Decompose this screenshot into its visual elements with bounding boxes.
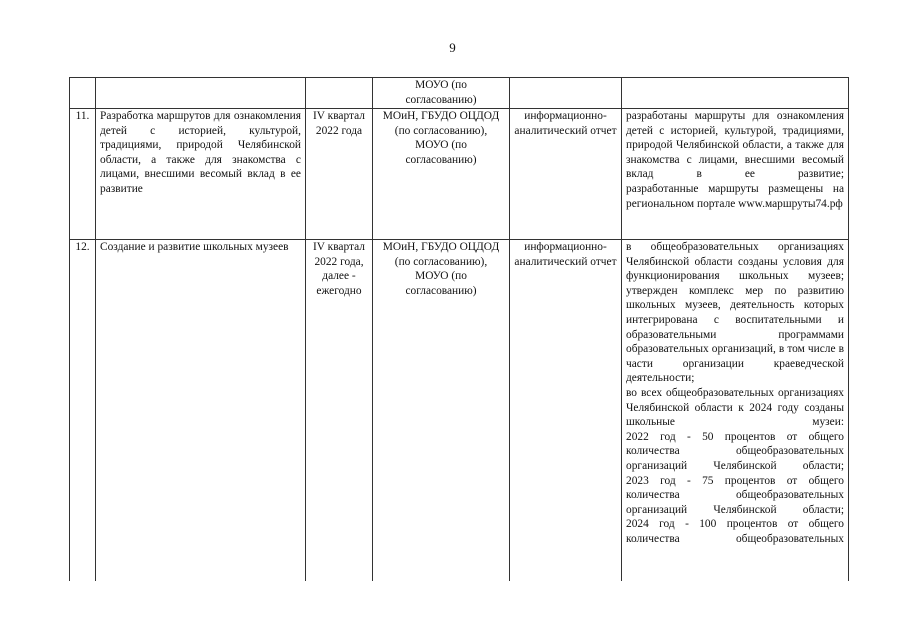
table-row (70, 240, 849, 581)
result-paragraph: 2023 год - 75 процентов от общего количества общеобразовательных организаций Челябинской области; (626, 474, 844, 516)
deadline-cell: IV квартал 2022 года, далее - ежегодно (306, 240, 373, 581)
result-paragraph: в общеобразовательных организациях Челябинской области созданы условия для функционирования школьных музеев; (626, 241, 844, 283)
result-cell (622, 240, 849, 581)
activities-table (69, 77, 849, 581)
result-paragraph: разработаны маршруты для ознакомления детей с историей, культурой, традициями, природой Челябинской области, а также для знакомства с лицами, внесшими весомый вклад в ее развитие; (626, 110, 844, 181)
table-row (70, 109, 849, 240)
table-row (70, 78, 849, 109)
activity-cell (96, 78, 306, 109)
result-cell (622, 109, 849, 240)
activity-cell: Создание и развитие школьных музеев (96, 240, 306, 581)
result-paragraph: утвержден комплекс мер по развитию школьных музеев, деятельность которых интегрирована с воспитательными и образовательными программами образовательных организаций, в том числе в части организации краеведческой деятельности; (626, 284, 844, 385)
document-cell: информационно-аналитический отчет (510, 240, 622, 581)
document-cell: информационно-аналитический отчет (510, 109, 622, 240)
page-number: 9 (449, 40, 456, 55)
result-paragraph: 2024 год - 100 процентов от общего количества общеобразовательных (626, 518, 844, 545)
activity-cell: Разработка маршрутов для ознакомления детей с историей, культурой, традициями, природой Челябинской области, а также для знакомства с лицами, внесшими весомый вклад в ее развитие (96, 109, 306, 240)
result-paragraph: во всех общеобразовательных организациях Челябинской области к 2024 году созданы школьные музеи: (626, 386, 844, 429)
document-cell (510, 78, 622, 109)
result-paragraph: 2022 год - 50 процентов от общего количества общеобразовательных организаций Челябинской области; (626, 430, 844, 472)
executors-cell: МОиН, ГБУДО ОЦДОД (по согласованию), МОУО (по согласованию) (373, 240, 510, 581)
row-number-cell (70, 78, 96, 109)
table-body (70, 78, 849, 581)
deadline-cell: IV квартал 2022 года (306, 109, 373, 240)
result-cell (622, 78, 849, 109)
row-number-cell: 11. (70, 109, 96, 240)
executors-cell: МОУО (по согласованию) (373, 78, 510, 109)
result-paragraph: разработанные маршруты размещены на региональном портале www.маршруты74.рф (626, 182, 844, 210)
row-number-cell: 12. (70, 240, 96, 581)
deadline-cell (306, 78, 373, 109)
executors-cell: МОиН, ГБУДО ОЦДОД (по согласованию), МОУО (по согласованию) (373, 109, 510, 240)
